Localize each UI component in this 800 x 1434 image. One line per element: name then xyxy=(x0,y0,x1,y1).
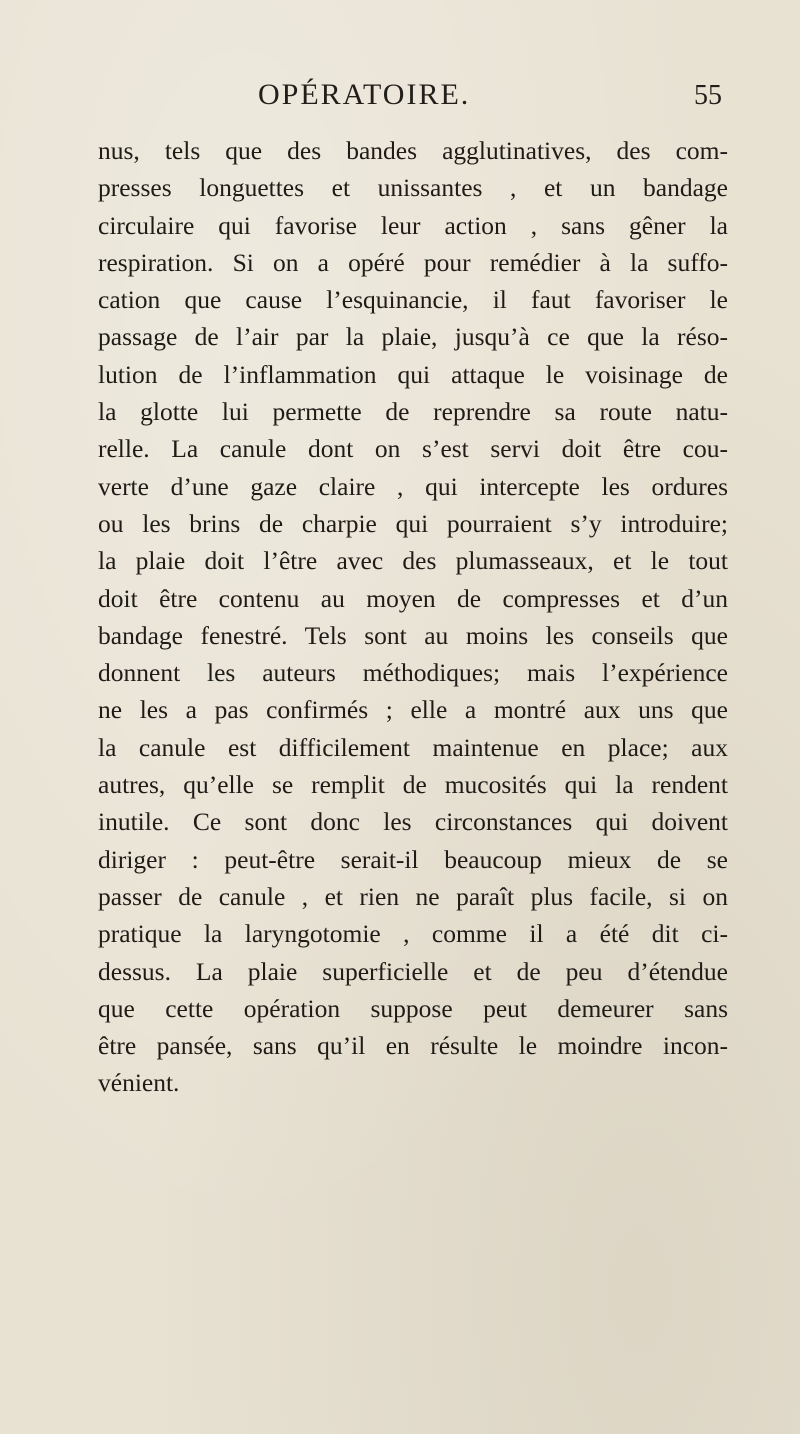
text-line: cation que cause l’esquinancie, il faut favoriser le xyxy=(98,285,728,315)
text-line: doit être contenu au moyen de compresses et d’un xyxy=(98,583,728,613)
text-line: pratique la laryngotomie , comme il a été dit ci- xyxy=(98,919,728,949)
text-line: lution de l’inflammation qui attaque le voisinage de xyxy=(98,359,728,389)
page-number: 55 xyxy=(694,80,722,111)
text-line: dessus. La plaie superficielle et de peu d’étendue xyxy=(98,956,728,986)
text-line: presses longuettes et unissantes , et un bandage xyxy=(98,173,728,203)
text-line: passage de l’air par la plaie, jusqu’à ce que la réso- xyxy=(98,322,728,352)
text-line: diriger : peut-être serait-il beaucoup mieux de se xyxy=(98,844,728,874)
text-line: circulaire qui favorise leur action , sans gêner la xyxy=(98,210,728,240)
body-paragraph xyxy=(98,132,728,1102)
text-line: être pansée, sans qu’il en résulte le moindre incon- xyxy=(98,1031,728,1061)
text-line: ne les a pas confirmés ; elle a montré aux uns que xyxy=(98,695,728,725)
text-line: la glotte lui permette de reprendre sa route natu- xyxy=(98,397,728,427)
text-line: nus, tels que des bandes agglutinatives, des com- xyxy=(98,136,728,165)
running-head xyxy=(0,78,800,118)
text-line: donnent les auteurs méthodiques; mais l’expérience xyxy=(98,658,728,688)
text-line: relle. La canule dont on s’est servi doit être cou- xyxy=(98,434,728,464)
text-line: la plaie doit l’être avec des plumasseaux, et le tout xyxy=(98,546,728,576)
text-line: inutile. Ce sont donc les circonstances qui doivent xyxy=(98,807,728,837)
text-line: respiration. Si on a opéré pour remédier à la suffo- xyxy=(98,247,728,277)
text-line: bandage fenestré. Tels sont au moins les conseils que xyxy=(98,620,728,650)
text-line: la canule est difficilement maintenue en place; aux xyxy=(98,732,728,762)
text-line: ou les brins de charpie qui pourraient s’y introduire; xyxy=(98,508,728,538)
text-line: passer de canule , et rien ne paraît plus facile, si on xyxy=(98,881,728,911)
text-line: verte d’une gaze claire , qui intercepte les ordures xyxy=(98,471,728,501)
running-title: OPÉRATOIRE. xyxy=(258,78,471,111)
text-line: vénient. xyxy=(98,1068,180,1098)
text-line: autres, qu’elle se remplit de mucosités qui la rendent xyxy=(98,770,728,800)
text-line: que cette opération suppose peut demeurer sans xyxy=(98,993,728,1023)
